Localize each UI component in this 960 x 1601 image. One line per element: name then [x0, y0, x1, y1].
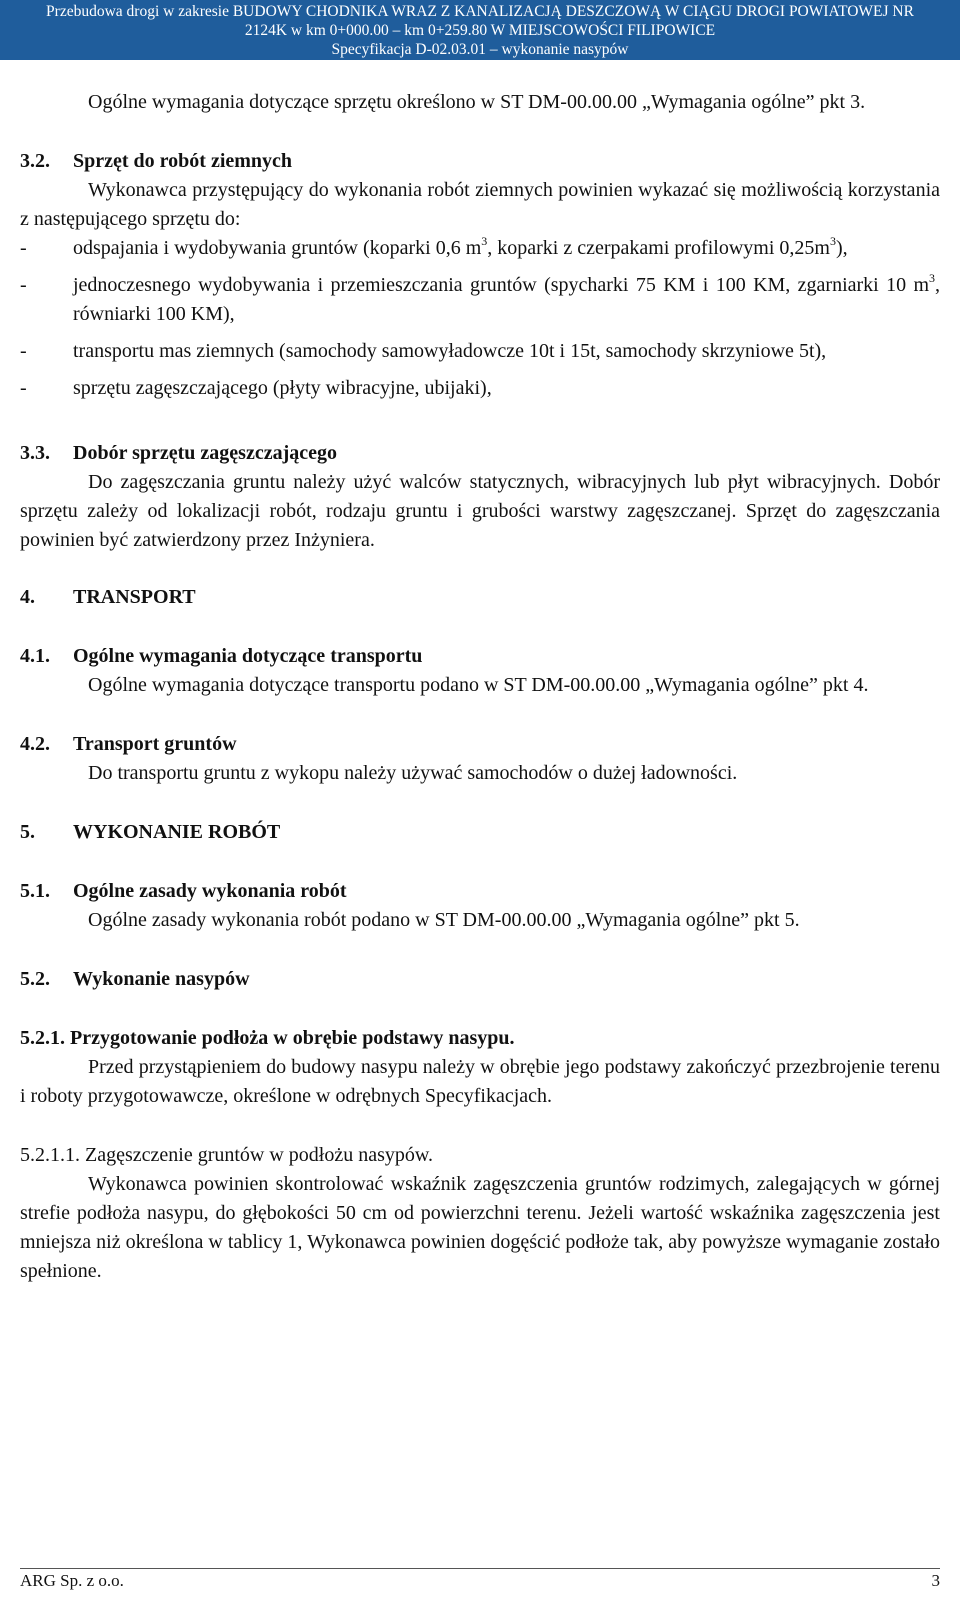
- list-item-text: sprzętu zagęszczającego (płyty wibracyjne, ubijaki),: [73, 377, 492, 399]
- section-4-1-heading: [20, 642, 940, 671]
- list-item: [20, 337, 940, 366]
- header-line-1: Przebudowa drogi w zakresie BUDOWY CHODNIKA WRAZ Z KANALIZACJĄ DESZCZOWĄ W CIĄGU DROGI POWIATOWEJ NR: [46, 3, 914, 20]
- section-4-heading: [20, 583, 940, 612]
- intro-paragraph: Ogólne wymagania dotyczące sprzętu określono w ST DM-00.00.00 „Wymagania ogólne” pkt 3.: [88, 91, 866, 113]
- section-number: 4.1.: [20, 645, 50, 667]
- section-5-2-1-1-heading: [20, 1141, 940, 1170]
- section-3-3-heading: [20, 439, 940, 468]
- section-title: 5.2.1.1. Zagęszczenie gruntów w podłożu nasypów.: [20, 1144, 434, 1166]
- section-4-2-heading: [20, 730, 940, 759]
- section-title: Transport gruntów: [73, 733, 237, 755]
- section-title: Wykonanie nasypów: [73, 968, 250, 990]
- section-title: 5.2.1. Przygotowanie podłoża w obrębie podstawy nasypu.: [20, 1027, 515, 1049]
- section-3-3-text: Do zagęszczania gruntu należy użyć walców statycznych, wibracyjnych lub płyt wibracyjnych. Dobór sprzętu zależy od lokalizacji robót, rodzaju gruntu i grubości warstwy zagęszczanej. Sprzęt do zagęszczania powinien być zatwierdzony przez Inżyniera.: [20, 471, 940, 551]
- dash-marker: -: [20, 237, 27, 259]
- list-item: [20, 374, 940, 403]
- section-5-2-1-1-text: Wykonawca powinien skontrolować wskaźnik zagęszczenia gruntów rodzimych, zalegających w górnej strefie podłoża nasypu, do głębokości 50 cm od powierzchni terenu. Jeżeli wartość wskaźnika zagęszczenia jest mniejsza niż określona w tablicy 1, Wykonawca powinien dogęścić podłoże tak, aby powyższe wymaganie zostało spełnione.: [20, 1173, 940, 1282]
- section-number: 3.2.: [20, 150, 50, 172]
- section-5-2-1-heading: [20, 1024, 940, 1053]
- dash-marker: -: [20, 274, 27, 296]
- section-number: 4.2.: [20, 733, 50, 755]
- section-number: 5.1.: [20, 880, 50, 902]
- section-4-2-text: Do transportu gruntu z wykopu należy używać samochodów o dużej ładowności.: [88, 762, 738, 784]
- section-title: WYKONANIE ROBÓT: [73, 821, 281, 843]
- section-5-heading: [20, 818, 940, 847]
- dash-marker: -: [20, 340, 27, 362]
- section-number: 5.2.: [20, 968, 50, 990]
- section-5-1-text: Ogólne zasady wykonania robót podano w ST DM-00.00.00 „Wymagania ogólne” pkt 5.: [88, 909, 800, 931]
- section-number: 5.: [20, 821, 35, 843]
- header-line-2: 2124K w km 0+000.00 – km 0+259.80 W MIEJSCOWOŚCI FILIPOWICE: [244, 22, 716, 39]
- section-5-2-1-text: Przed przystąpieniem do budowy nasypu należy w obrębie jego podstawy zakończyć przezbrojenie terenu i roboty przygotowawcze, określone w odrębnych Specyfikacjach.: [20, 1056, 940, 1107]
- list-item-text: transportu mas ziemnych (samochody samowyładowcze 10t i 15t, samochody skrzyniowe 5t),: [73, 340, 827, 362]
- list-item: [20, 234, 940, 263]
- section-number: 3.3.: [20, 442, 50, 464]
- section-title: Dobór sprzętu zagęszczającego: [73, 442, 337, 464]
- list-item-text: odspajania i wydobywania gruntów (koparki 0,6 $m^3$, koparki z czerpakami profilowymi $0,25m^3$),: [73, 234, 848, 259]
- document-header: [0, 0, 960, 60]
- section-title: Ogólne zasady wykonania robót: [73, 880, 347, 902]
- section-number: 4.: [20, 586, 35, 608]
- dash-marker: -: [20, 377, 27, 399]
- section-3-2-heading: [20, 147, 940, 176]
- list-item: [20, 271, 940, 329]
- page-number: 3: [931, 1571, 940, 1590]
- header-line-3: Specyfikacja D-02.03.01 – wykonanie nasypów: [331, 41, 629, 58]
- section-title: Sprzęt do robót ziemnych: [73, 150, 293, 172]
- list-item-text: jednoczesnego wydobywania i przemieszczania gruntów (spycharki 75 KM i 100 KM, zgarniarki 10 $m^3$, równiarki 100 KM),: [73, 271, 940, 325]
- footer-company: ARG Sp. z o.o.: [20, 1571, 124, 1590]
- section-3-2-text: Wykonawca przystępujący do wykonania robót ziemnych powinien wykazać się możliwością korzystania z następującego sprzętu do:: [20, 179, 940, 230]
- section-title: Ogólne wymagania dotyczące transportu: [73, 645, 423, 667]
- section-4-1-text: Ogólne wymagania dotyczące transportu podano w ST DM-00.00.00 „Wymagania ogólne” pkt 4.: [88, 674, 869, 696]
- section-5-1-heading: [20, 877, 940, 906]
- section-title: TRANSPORT: [73, 586, 196, 608]
- document-body: [20, 88, 940, 1286]
- equipment-list: [20, 234, 940, 403]
- page-footer: [20, 1568, 940, 1591]
- section-5-2-heading: [20, 965, 940, 994]
